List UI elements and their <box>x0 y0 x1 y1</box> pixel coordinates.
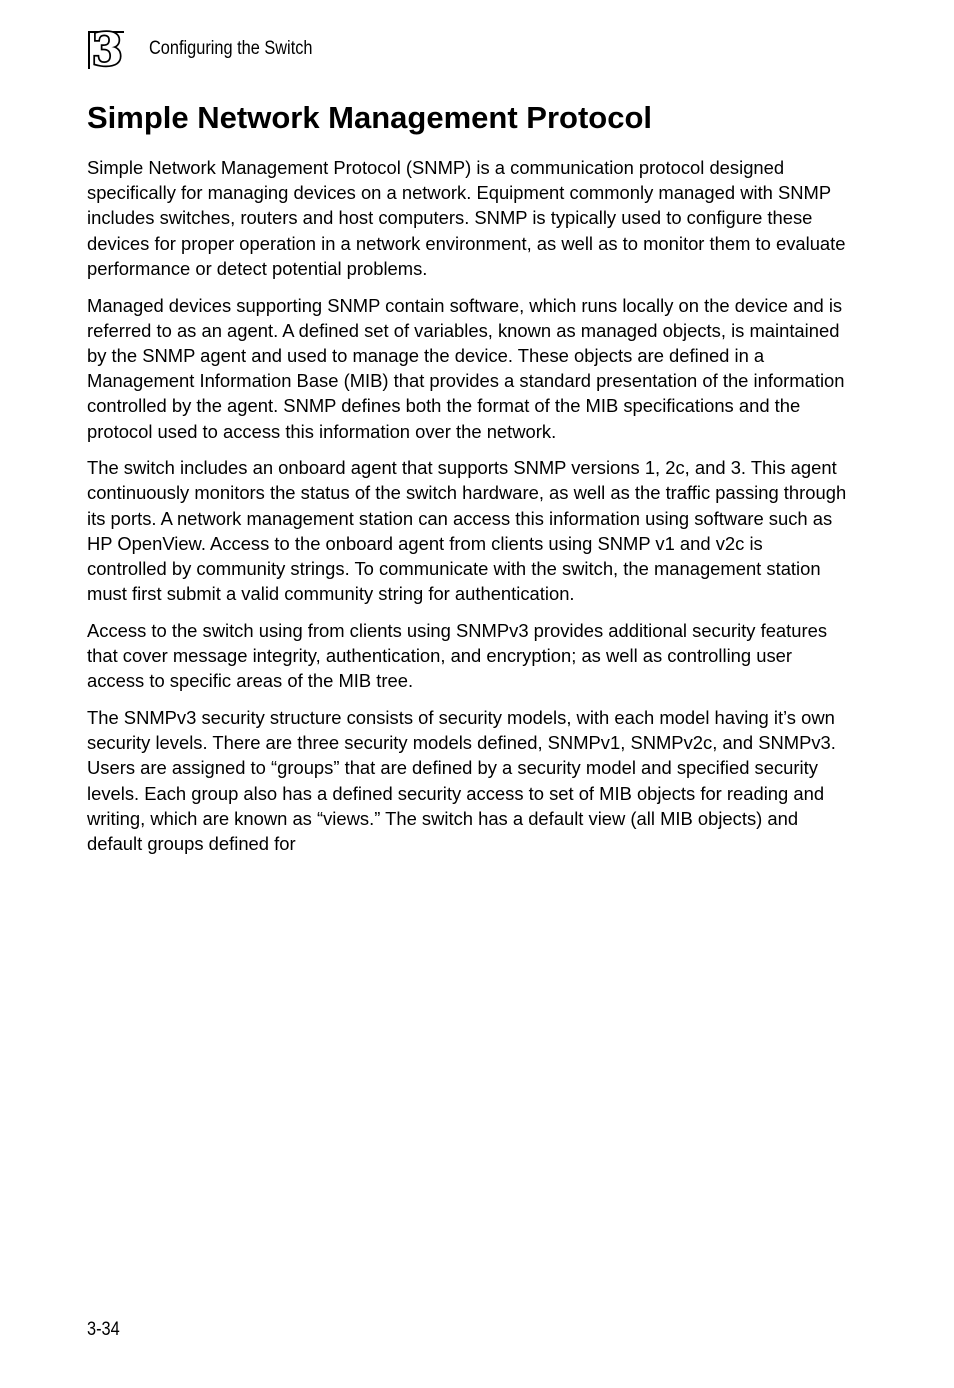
paragraph: Access to the switch using from clients using SNMPv3 provides additional security features that cover message integrity, authentication, and encryption; as well as controlling user access to specific areas of the MIB tree. <box>87 619 828 692</box>
paragraph: The switch includes an onboard agent that supports SNMP versions 1, 2c, and 3. This agent continuously monitors the status of the switch hardware, as well as the traffic passing through its ports. A network management station can access this information using software such as HP OpenView. Access to the onboard agent from clients using SNMP v1 and v2c is controlled by community strings. To communicate with the switch, the management station must first submit a valid community string for authentication. <box>87 457 847 605</box>
paragraph: The SNMPv3 security structure consists of security models, with each model having it’s own security levels. There are three security models defined, SNMPv1, SNMPv2c, and SNMPv3. Users are assigned to “groups” that are defined by a security model and specified security levels. Each group also has a defined security access to set of MIB objects for reading and writing, which are known as “views.” The switch has a default view (all MIB objects) and default groups defined for <box>87 707 836 855</box>
body-text <box>87 155 847 868</box>
running-header-title: Configuring the Switch <box>149 38 313 59</box>
paragraph: Managed devices supporting SNMP contain software, which runs locally on the device and is referred to as an agent. A defined set of variables, known as managed objects, is maintained by the SNMP agent and used to manage the device. These objects are defined in a Management Information Base (MIB) that provides a standard presentation of the information controlled by the agent. SNMP defines both the format of the MIB specifications and the protocol used to access this information over the network. <box>87 294 845 442</box>
section-title: Simple Network Management Protocol <box>87 100 652 135</box>
paragraph: Simple Network Management Protocol (SNMP) is a communication protocol designed specifically for managing devices on a network. Equipment commonly managed with SNMP includes switches, routers and host computers. SNMP is typically used to configure these devices for proper operation in a network environment, as well as to monitor them to evaluate performance or detect potential problems. <box>87 157 846 279</box>
page-number: 3-34 <box>87 1319 120 1340</box>
chapter-number-badge <box>88 25 128 76</box>
badge-left-rule <box>88 31 90 69</box>
chapter-number: 3 <box>92 25 123 76</box>
